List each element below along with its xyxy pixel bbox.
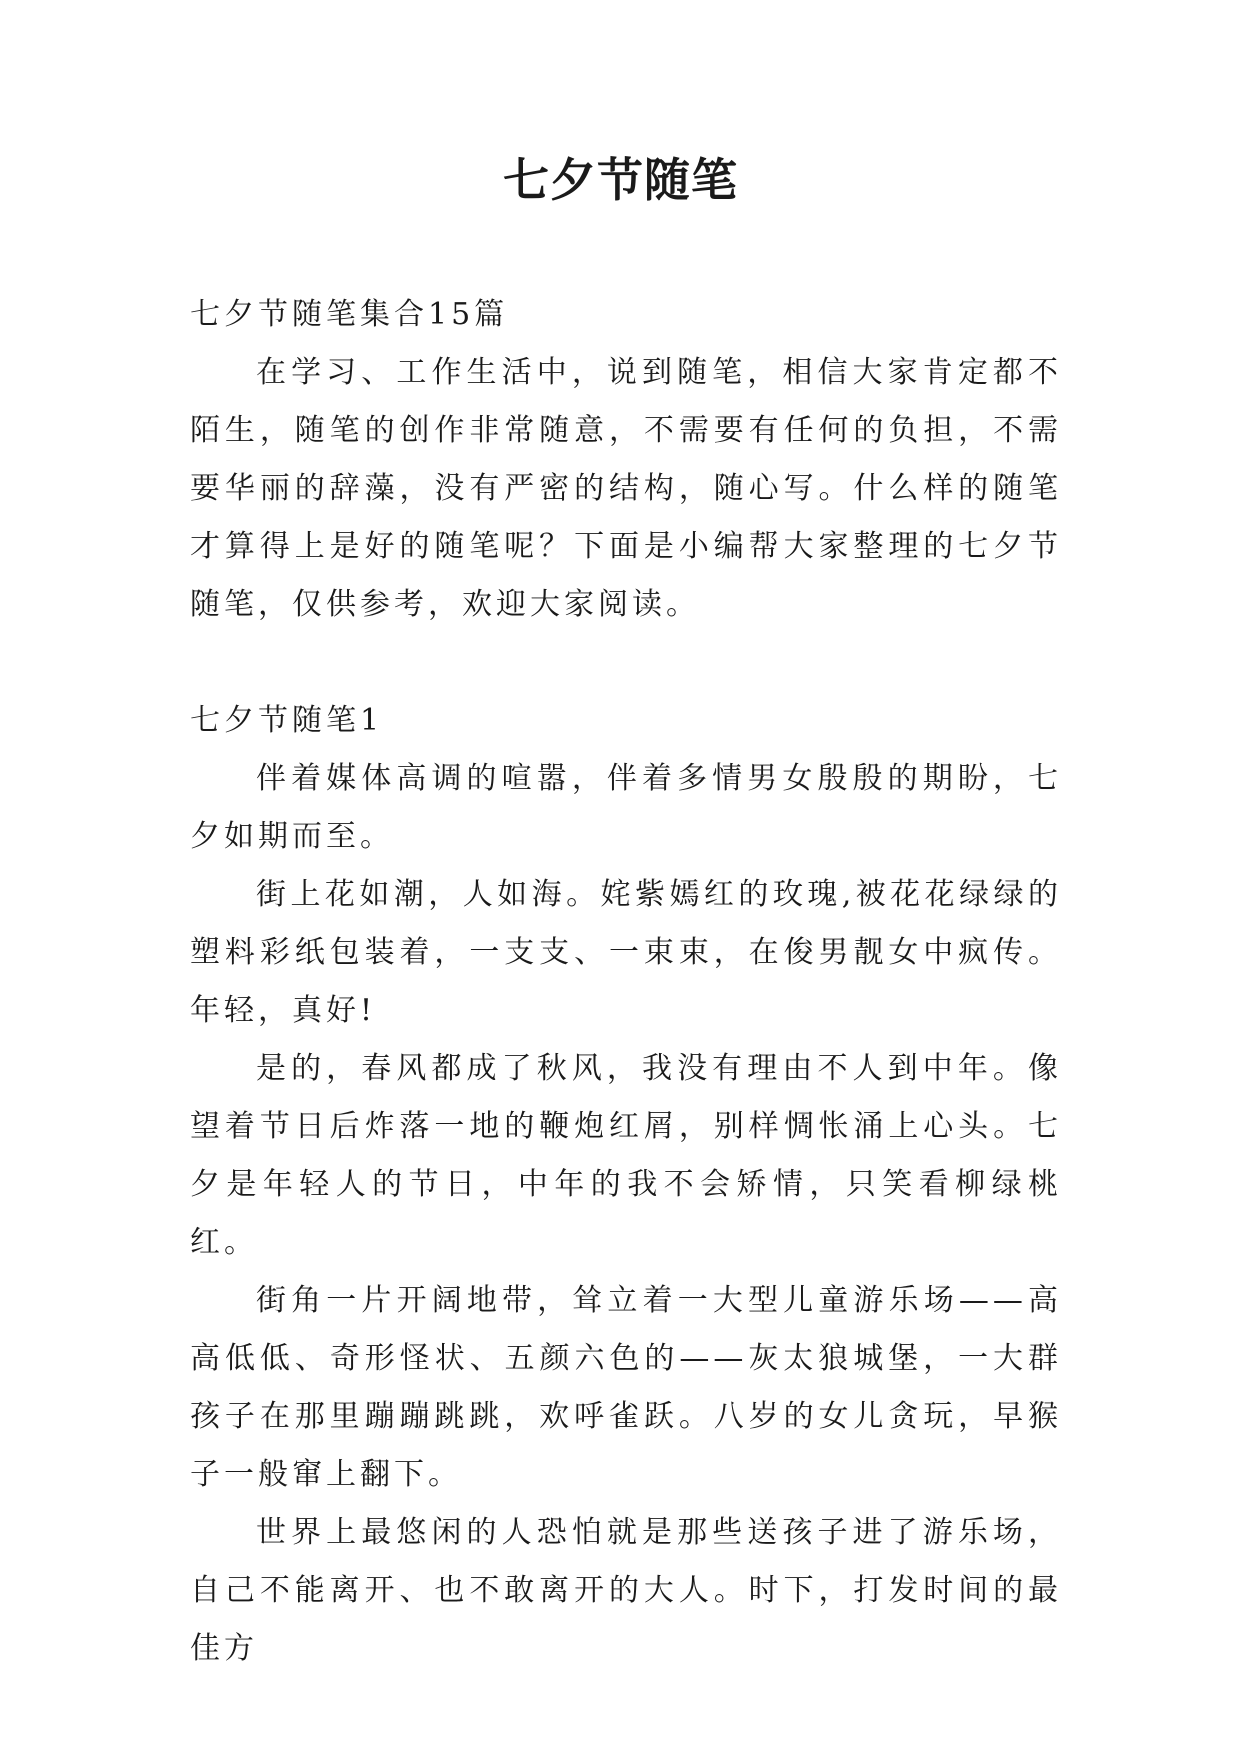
section-spacer: [190, 634, 1062, 692]
document-title: 七夕节随笔: [503, 153, 738, 207]
body-paragraph: 街角一片开阔地带，耸立着一大型儿童游乐场——高高低低、奇形怪状、五颜六色的——灰太狼城堡，一大群孩子在那里蹦蹦跳跳，欢呼雀跃。八岁的女儿贪玩，早猴子一般窜上翻下。: [190, 1283, 1062, 1492]
body-paragraph: 伴着媒体高调的喧嚣，伴着多情男女殷殷的期盼，七夕如期而至。: [190, 761, 1062, 854]
collection-heading: 七夕节随笔集合15篇: [190, 297, 509, 332]
body-paragraph: 街上花如潮，人如海。姹紫嫣红的玫瑰,被花花绿绿的塑料彩纸包装着，一支支、一束束，在俊男靓女中疯传。年轻，真好!: [190, 877, 1062, 1028]
section-heading: 七夕节随笔1: [190, 703, 384, 738]
intro-paragraph: 在学习、工作生活中，说到随笔，相信大家肯定都不陌生，随笔的创作非常随意，不需要有任何的负担，不需要华丽的辞藻，没有严密的结构，随心写。什么样的随笔才算得上是好的随笔呢？下面是小编帮大家整理的七夕节随笔，仅供参考，欢迎大家阅读。: [190, 355, 1062, 622]
body-paragraph: 世界上最悠闲的人恐怕就是那些送孩子进了游乐场，自己不能离开、也不敢离开的大人。时下，打发时间的最佳方: [190, 1515, 1062, 1666]
document-body: [190, 286, 1062, 1678]
body-paragraph: 是的，春风都成了秋风，我没有理由不人到中年。像望着节日后炸落一地的鞭炮红屑，别样惆怅涌上心头。七夕是年轻人的节日，中年的我不会矫情，只笑看柳绿桃红。: [190, 1051, 1062, 1260]
